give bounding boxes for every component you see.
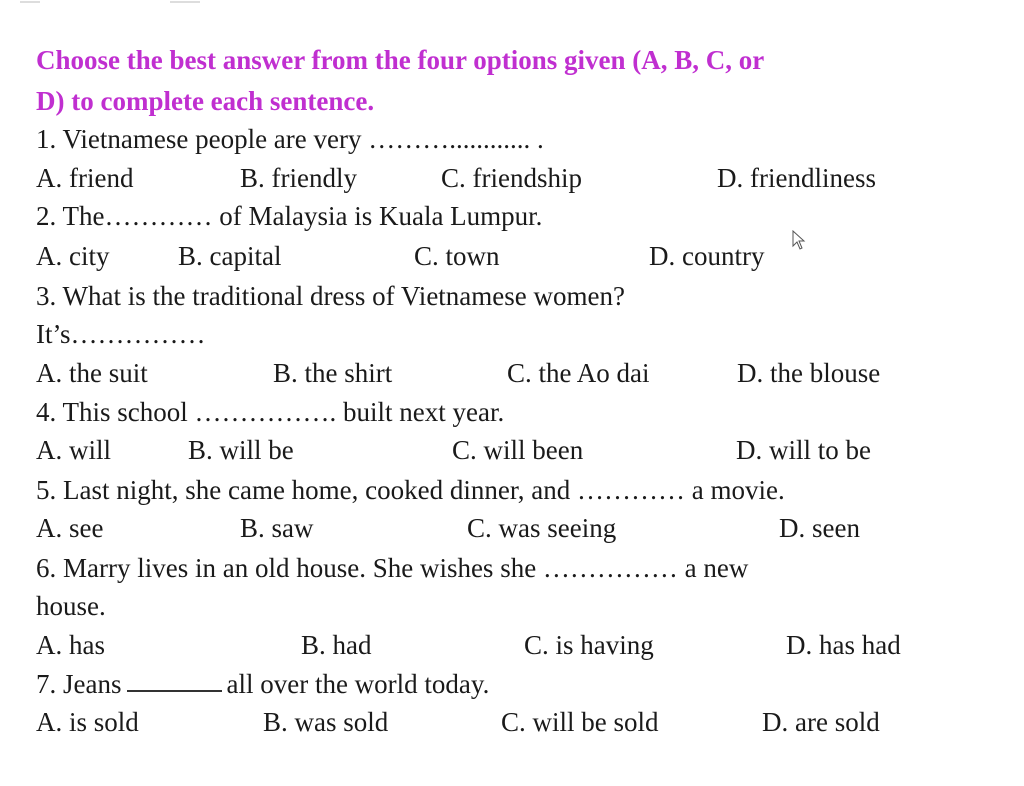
question-5-option-c[interactable]: C. was seeing <box>467 513 617 543</box>
question-3-stem-continued: It’s…………… <box>36 319 206 349</box>
question-3-option-c[interactable]: C. the Ao dai <box>507 358 650 388</box>
question-1-option-b[interactable]: B. friendly <box>240 163 357 193</box>
question-7-answer-blank <box>127 668 222 692</box>
top-edge-marks <box>0 0 1024 10</box>
question-4-option-b[interactable]: B. will be <box>188 435 294 465</box>
question-6-stem-continued: house. <box>36 591 106 621</box>
question-6-option-b[interactable]: B. had <box>301 630 372 660</box>
question-7-option-a[interactable]: A. is sold <box>36 707 139 737</box>
question-7-stem <box>36 668 489 700</box>
question-6-option-a[interactable]: A. has <box>36 630 105 660</box>
question-4-option-d[interactable]: D. will to be <box>736 435 871 465</box>
question-1-option-a[interactable]: A. friend <box>36 163 134 193</box>
question-6-option-d[interactable]: D. has had <box>786 630 901 660</box>
question-1-option-c[interactable]: C. friendship <box>441 163 582 193</box>
question-5-option-d[interactable]: D. seen <box>779 513 860 543</box>
question-7-stem-start: 7. Jeans <box>36 669 122 699</box>
mouse-pointer-icon <box>792 230 806 250</box>
question-3-option-d[interactable]: D. the blouse <box>737 358 881 388</box>
question-4-option-a[interactable]: A. will <box>36 435 112 465</box>
question-6-option-c[interactable]: C. is having <box>524 630 654 660</box>
question-7-stem-end: all over the world today. <box>226 669 490 699</box>
question-7-option-d[interactable]: D. are sold <box>762 707 880 737</box>
question-3-stem: 3. What is the traditional dress of Vietnamese women? <box>36 281 625 311</box>
question-2-option-a[interactable]: A. city <box>36 241 110 271</box>
question-5-option-a[interactable]: A. see <box>36 513 104 543</box>
question-3-option-a[interactable]: A. the suit <box>36 358 148 388</box>
question-7-option-c[interactable]: C. will be sold <box>501 707 659 737</box>
question-1-stem: 1. Vietnamese people are very ………............ . <box>36 124 544 154</box>
instruction-line-1: Choose the best answer from the four options given (A, B, C, or <box>36 45 765 75</box>
question-5-stem: 5. Last night, she came home, cooked dinner, and ………… a movie. <box>36 475 785 505</box>
question-6-stem: 6. Marry lives in an old house. She wishes she …………… a new <box>36 553 749 583</box>
question-2-stem: 2. The………… of Malaysia is Kuala Lumpur. <box>36 201 543 231</box>
question-3-option-b[interactable]: B. the shirt <box>273 358 393 388</box>
question-4-stem: 4. This school ……………. built next year. <box>36 397 505 427</box>
question-2-option-d[interactable]: D. country <box>649 241 765 271</box>
question-4-option-c[interactable]: C. will been <box>452 435 584 465</box>
question-1-option-d[interactable]: D. friendliness <box>717 163 876 193</box>
instruction-line-2: D) to complete each sentence. <box>36 86 375 116</box>
question-2-option-c[interactable]: C. town <box>414 241 500 271</box>
question-7-option-b[interactable]: B. was sold <box>263 707 389 737</box>
question-2-option-b[interactable]: B. capital <box>178 241 282 271</box>
question-5-option-b[interactable]: B. saw <box>240 513 314 543</box>
